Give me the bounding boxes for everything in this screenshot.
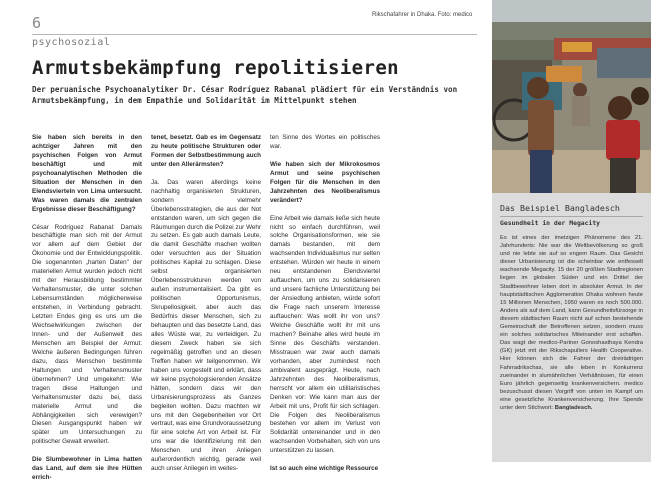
info-box-rule — [500, 216, 643, 217]
rickshaw-photo — [492, 0, 651, 193]
text-column-3 — [270, 134, 380, 474]
interview-question: tenet, besetzt. Gab es im Gegensatz zu heute politische Strukturen oder Formen der Selbstbestimmung auch unter den Allerärmsten? — [151, 134, 261, 168]
interview-answer: Ja. Das waren allerdings keine nachhaltig organisierten Strukturen, sondern vielmehr Überlebensstrategien, die aus der Not entstanden waren, um sich gegen die Räumungen durch die Polizei zur Wehr zu setzen. Es gab auch damals Leute, die damit Geschäfte machen wollten oder versuchten aus der Situation politisches Kapital zu schlagen. Diese selbst organisierten Überlebensstrukturen werden von außen instrumentalisiert. Da gibt es politischen Opportunismus, Skrupellosigkeit, aber auch das Bedürfnis dieser Menschen, sich zu behaupten und das besetzte Land, das alles Wüste war, zu verteidigen. Zu diesem Zweck haben sie sich regelmäßig getroffen und an diesen Treffen haben wir teilgenommen. Wir haben uns vorgestellt und erklärt, dass wir keine psychologisierenden Ansätze hätten, sondern dass wir den Urbanisierungsprozess als Ganzes begleiten wollten. Dazu machten wir uns mit den Gegebenheiten vor Ort vertraut, was eine Grundvoraussetzung für eine solche Art von Arbeit ist. Für uns war die Identifizierung mit den Menschen und ihren Anliegen außerordentlich wichtig, gerade weil auch unser Anliegen im weites- — [151, 178, 261, 473]
interview-question: Wie haben sich der Mikrokosmos Armut und seine psychischen Folgen für die Menschen in den Jahrzehnten des Neoliberalismus verändert? — [270, 160, 380, 204]
section-label: psychosozial — [32, 37, 111, 48]
interview-question: Sie haben sich bereits in den achtziger Jahren mit den psychischen Folgen von Armut beschäftigt und mit psychoanalytischen Methoden die Situation der Menschen in den Elendsvierteln von Lima untersucht. Was waren damals die zentralen Ergebnisse dieser Beschäftigung? — [32, 134, 142, 213]
interview-answer: César Rodríguez Rabanal: Damals beschäftigte man sich mit der Armut vor allem auf dem Gebiet der Ökonomie und der Entwicklungspolitik. Die sogenannten „harten Daten" der materiellen Armut wurden jedoch nicht mit der Herausbildung bestimmter Verhaltensmuster, die unter solchen Lebensumständen möglicherweise entstehen, in Verbindung gebracht. Letzten Endes ging es uns um die Wechselwirkungen zwischen der Innen- und der Außenwelt des Menschen am Beispiel der Armut: Welche äußeren Bedingungen führen dazu, dass Menschen bestimmte Haltungen und Verhaltensmuster übernehmen? Und umgekehrt: Wie tragen diese Haltungen und Verhaltensmuster dazu bei, dass materielle Armut und die Abhängigkeiten sich verewigen? Diesen Ausgangspunkt haben wir später um Untersuchungen zu politischer Gewalt erweitert. — [32, 223, 142, 446]
interview-question: Ist so auch eine wichtige Ressource — [270, 465, 379, 473]
info-box-subtitle: Gesundheit in der Megacity — [500, 219, 601, 227]
interview-question: Die Slumbewohner in Lima hatten das Land, auf dem sie ihre Hütten errich- — [32, 456, 142, 482]
info-box — [492, 193, 651, 462]
text-column-1 — [32, 134, 142, 483]
interview-answer: ten Sinne des Wortes ein politisches war. — [270, 134, 380, 150]
info-box-text — [500, 234, 643, 412]
interview-answer: Eine Arbeit wie damals ließe sich heute nicht so einfach durchführen, weil solche Organisationsformen, wie sie damals bestanden, mit dem wachsenden Individualismus nur selten entstehen. Würden wir heute in einem neu entstandenen Elendsviertel auftauchen, um uns zu solidarisieren und unsere fachliche Unterstützung bei der Ansiedlung anbieten, würde sofort die Frage nach unserem Interesse auftauchen: Was wollt ihr von uns? Welche Geschäfte wollt ihr mit uns machen? Beinahe alles wird heute im Sinne des Geschäfts verstanden. Misstrauen war zwar auch damals vorhanden, aber zumindest noch ambivalent ausgeprägt. Heute, nach Jahrzehnten des Neoliberalismus, herrscht vor allem ein utilitaristisches Denken vor: Wie kann man aus der Arbeit mit uns, Profit für sich schlagen. Die Folgen des Neoliberalismus bestehen vor allem im Verlust von Solidarität untereinander und in den wachsenden Vorbehalten, sich von uns unterstützen zu lassen. — [270, 214, 380, 455]
info-box-body: Es ist eines der imetzigen Phänomene des 21. Jahrhunderts: Nie war die Weltbevölkerung so groß und nie lebte sie auf so engem Raum. Das Gesicht dieser Urbanisierung ist die scheinbar wie entfesselt wachsende Megacity. 15 der 20 größten Stadtregionen liegen im globalen Süden und ein Drittel der Stadtbewohner leben dort in absoluter Armut. In der hauptstädtischen Agglomeration Dhaka wohnen heute 15 Millionen Menschen, 1950 waren es noch 500.000. Anders als auf dem Land, kann Gesundheitsfürsorge in diesem städtischen Raum nicht auf schon bestehende Gemeinschaft der Betroffenen setzen, sondern muss ein solches solidarisches Miteinander erst schaffen. Das wagt der medico-Partner Gonoshasthaya Kendra (GK) jetzt mit der Rikschapullers Health Cooperative. Hier können sich die Fahrer der dreirädrigen Fahrradrikschas, sie alle leben in Konkurrenz zueinander in slumähnlichen Verhältnissen, für einen Euro jährlich gegenseitig krankenversichern. medico bezuschusst diesen Vorgriff von unten im Kampf um eine gesetzliche Krankenversicherung. Ihre Spende unter dem Stichwort: — [500, 235, 643, 411]
page-number: 6 — [32, 14, 42, 32]
info-box-title: Das Beispiel Bangladesch — [500, 203, 620, 213]
photo-caption: Rikschafahrer in Dhaka. Foto: medico — [372, 12, 473, 18]
header-rule — [32, 34, 477, 35]
donation-keyword: Bangladesch. — [554, 404, 593, 411]
article-title: Armutsbekämpfung repolitisieren — [32, 57, 400, 79]
text-column-2 — [151, 134, 261, 474]
article-lead: Der peruanische Psychoanalytiker Dr. César Rodríguez Rabanal plädiert für ein Verständnis von Armutsbekämpfung, in dem Empathie und Solidarität im Mittelpunkt stehen — [32, 85, 458, 105]
